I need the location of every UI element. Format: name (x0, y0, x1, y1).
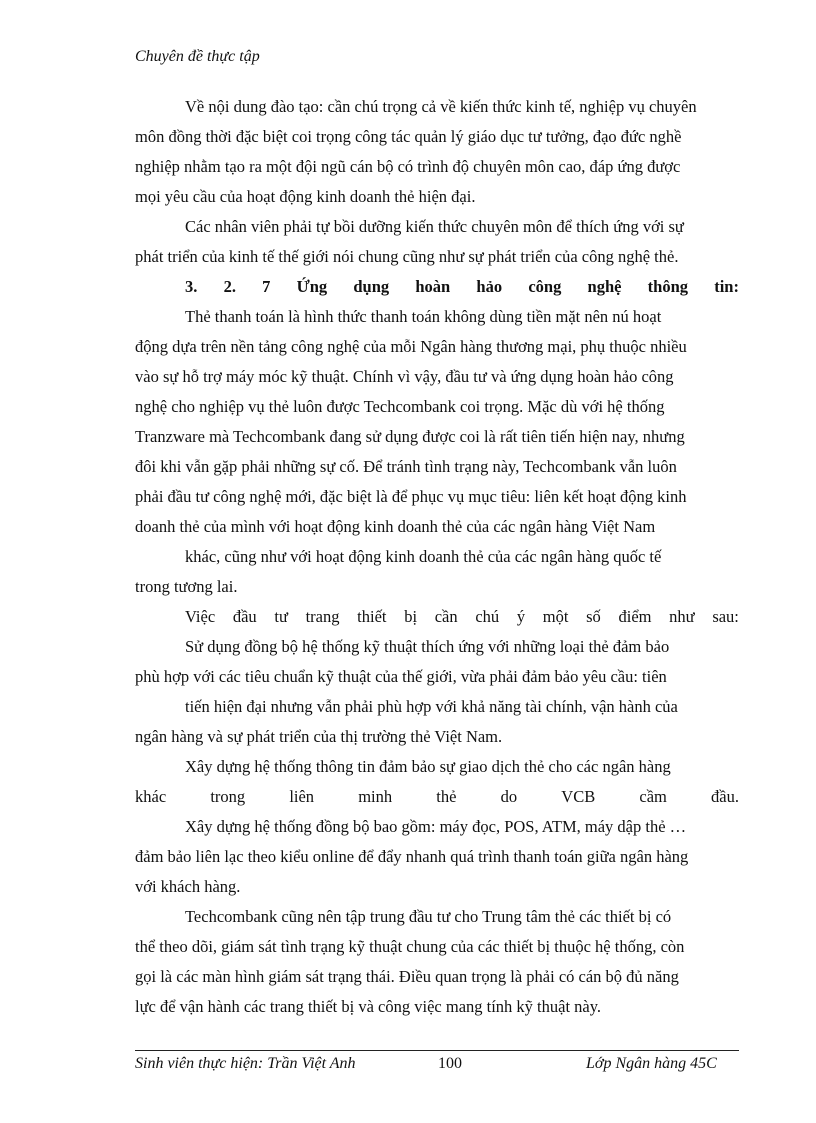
word: Ứng (296, 277, 328, 296)
text-line: mọi yêu cầu của hoạt động kinh doanh thẻ hiện đại. (135, 187, 476, 206)
word: chú (475, 607, 500, 626)
text-line: Techcombank cũng nên tập trung đầu tư cho Trung tâm thẻ các thiết bị có (185, 907, 672, 926)
text-line: thể theo dõi, giám sát tình trạng kỹ thuật chung của các thiết bị thuộc hệ thống, còn (135, 937, 685, 956)
word: hoàn (415, 277, 451, 296)
word: đầu. (711, 787, 739, 806)
word: tin: (714, 277, 739, 296)
text-line: khác, cũng như với hoạt động kinh doanh thẻ của các ngân hàng quốc tế (185, 547, 662, 566)
word: tư (274, 607, 288, 626)
word: bị (404, 607, 418, 626)
footer-student: Sinh viên thực hiện: Trần Việt Anh (135, 1055, 356, 1072)
word: cầm (639, 787, 667, 806)
word: hảo (476, 277, 503, 296)
text-line: với khách hàng. (135, 877, 241, 896)
footer-class: Lớp Ngân hàng 45C (586, 1055, 717, 1072)
word: số (586, 607, 601, 626)
text-line: phù hợp với các tiêu chuẩn kỹ thuật của thế giới, vừa phải đảm bảo yêu cầu: tiên (135, 667, 667, 686)
text-line: nghệ cho nghiệp vụ thẻ luôn được Techcombank coi trọng. Mặc dù với hệ thống (135, 397, 665, 416)
text-line: môn đồng thời đặc biệt coi trọng công tác quản lý giáo dục tư tưởng, đạo đức nghề (135, 127, 682, 146)
text-line: Các nhân viên phải tự bồi dưỡng kiến thức chuyên môn để thích ứng với sự (185, 217, 684, 236)
page-number: 100 (438, 1055, 462, 1072)
text-line: vào sự hỗ trợ máy móc kỹ thuật. Chính vì vậy, đầu tư và ứng dụng hoàn hảo công (135, 367, 674, 386)
text-line: Xây dựng hệ thống thông tin đảm bảo sự giao dịch thẻ cho các ngân hàng (185, 757, 671, 776)
text-line: nghiệp nhằm tạo ra một đội ngũ cán bộ có trình độ chuyên môn cao, đáp ứng được (135, 157, 681, 176)
text-line: Sử dụng đồng bộ hệ thống kỹ thuật thích ứng với những loại thẻ đảm bảo (185, 637, 670, 656)
word: như (669, 607, 695, 626)
word: do (500, 787, 518, 806)
text-line (135, 782, 739, 812)
word: trang (305, 607, 340, 626)
text-line: phải đầu tư công nghệ mới, đặc biệt là để phục vụ mục tiêu: liên kết hoạt động kinh (135, 487, 687, 506)
word: sau: (712, 607, 739, 626)
running-header: Chuyên đề thực tập (135, 48, 260, 65)
text-line: gọi là các màn hình giám sát trạng thái. Điều quan trọng là phải có cán bộ đủ năng (135, 967, 679, 986)
word: dụng (353, 277, 390, 296)
text-line (135, 602, 739, 632)
text-line: Thẻ thanh toán là hình thức thanh toán không dùng tiền mặt nên nú hoạt (185, 307, 662, 326)
word: đầu (232, 607, 257, 626)
text-line: ngân hàng và sự phát triển của thị trường thẻ Việt Nam. (135, 727, 503, 746)
word: cần (434, 607, 458, 626)
word: 3. (185, 277, 198, 296)
page-body (135, 92, 739, 1022)
word: điểm (618, 607, 652, 626)
text-line: phát triển của kinh tế thế giới nói chung cũng như sự phát triển của công nghệ thẻ. (135, 247, 679, 266)
word: 7 (262, 277, 271, 296)
section-heading (135, 272, 739, 302)
word: khác (135, 787, 167, 806)
text-line: Xây dựng hệ thống đồng bộ bao gồm: máy đọc, POS, ATM, máy dập thẻ … (185, 817, 687, 836)
word: liên (289, 787, 315, 806)
text-line: động dựa trên nền tảng công nghệ của mỗi Ngân hàng thương mại, phụ thuộc nhiều (135, 337, 687, 356)
footer-rule (135, 1050, 739, 1051)
word: trong (210, 787, 246, 806)
text-line: lực để vận hành các trang thiết bị và công việc mang tính kỹ thuật này. (135, 997, 602, 1016)
word: công (528, 277, 562, 296)
word: thông (647, 277, 689, 296)
text-line: tiến hiện đại nhưng vẫn phải phù hợp với khả năng tài chính, vận hành của (185, 697, 678, 716)
text-line: đôi khi vẫn gặp phải những sự cố. Để tránh tình trạng này, Techcombank vẫn luôn (135, 457, 677, 476)
word: 2. (223, 277, 236, 296)
text-line: trong tương lai. (135, 577, 238, 596)
word: ý (516, 607, 526, 626)
word: một (542, 607, 569, 626)
text-line: Tranzware mà Techcombank đang sử dụng được coi là rất tiên tiến hiện nay, nhưng (135, 427, 685, 446)
text-line: Về nội dung đào tạo: cần chú trọng cả về kiến thức kinh tế, nghiệp vụ chuyên (185, 97, 697, 116)
word: thẻ (436, 787, 457, 806)
word: VCB (561, 787, 596, 806)
word: Việc (185, 607, 216, 626)
word: minh (358, 787, 393, 806)
word: nghệ (587, 277, 622, 296)
word: thiết (357, 607, 387, 626)
text-line: đảm bảo liên lạc theo kiểu online để đẩy nhanh quá trình thanh toán giữa ngân hàng (135, 847, 689, 866)
text-line: doanh thẻ của mình với hoạt động kinh doanh thẻ của các ngân hàng Việt Nam (135, 517, 656, 536)
